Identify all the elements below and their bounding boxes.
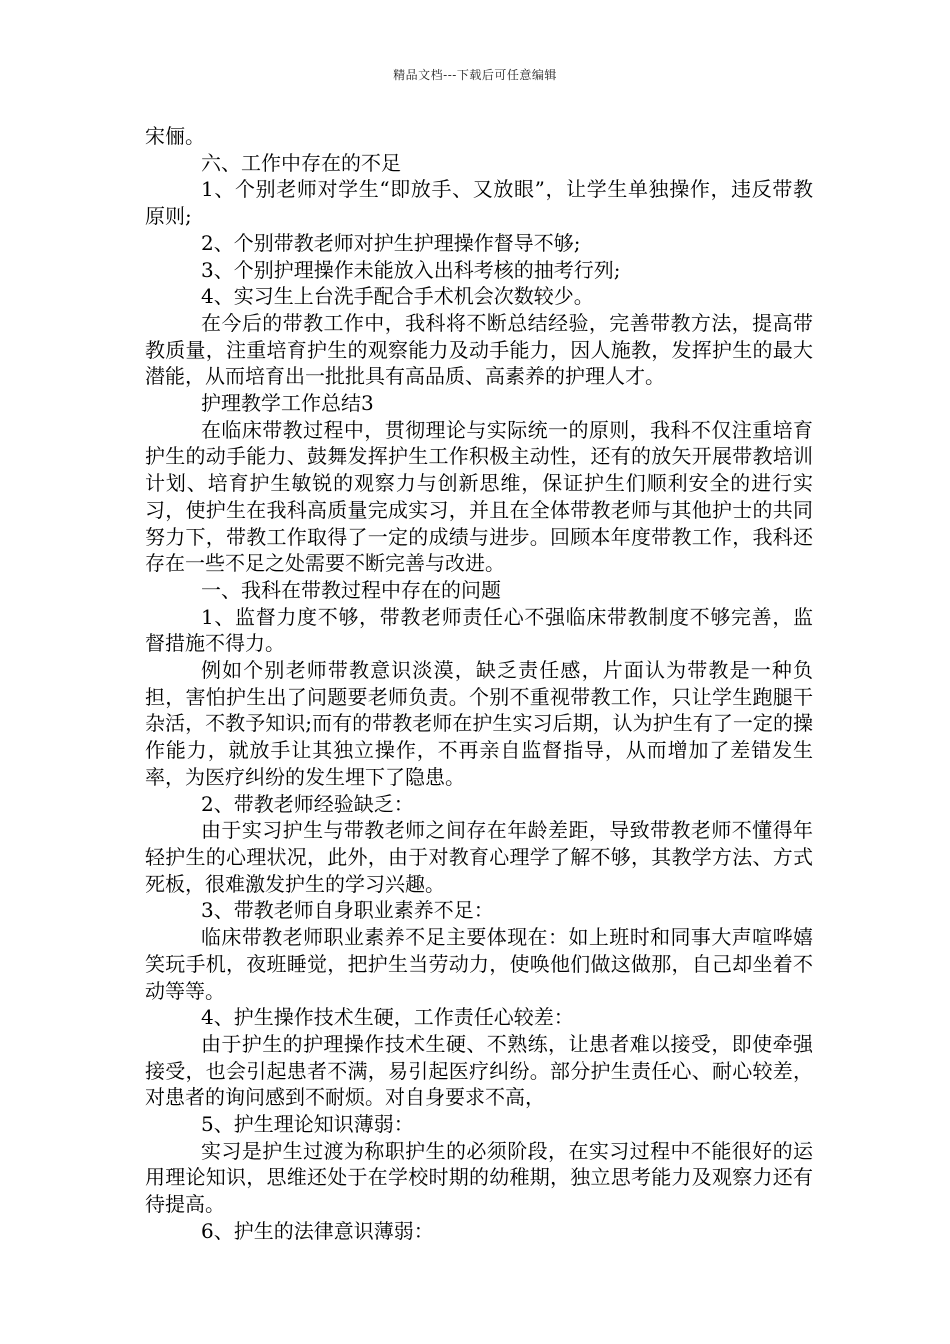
- paragraph: 3、个别护理操作未能放入出科考核的抽考行列;: [201, 257, 621, 282]
- paragraph: 1、个别老师对学生“即放手、又放眼”，让学生单独操作，违反带教原则;: [145, 177, 813, 229]
- paragraph: 3、带教老师自身职业素养不足：: [201, 898, 494, 923]
- paragraph: 5、护生理论知识薄弱：: [201, 1112, 414, 1137]
- paragraph: 例如个别老师带教意识淡漠，缺乏责任感，片面认为带教是一种负担，害怕护生出了问题要老师负责。个别不重视带教工作，只让学生跑腿干杂活，不教予知识;而有的带教老师在护生实习后期，认为护生有了一定的操作能力，就放手让其独立操作，不再亲自监督指导，从而增加了差错发生率，为医疗纠纷的发生埋下了隐患。: [145, 658, 813, 789]
- paragraph: 2、带教老师经验缺乏：: [201, 791, 414, 816]
- paragraph: 6、护生的法律意识薄弱：: [201, 1218, 434, 1243]
- paragraph: 宋俪。: [145, 124, 205, 148]
- paragraph: 由于实习护生与带教老师之间存在年龄差距，导致带教老师不懂得年轻护生的心理状况，此外，由于对教育心理学了解不够，其教学方法、方式死板，很难激发护生的学习兴趣。: [145, 818, 813, 896]
- paragraph: 在临床带教过程中，贯彻理论与实际统一的原则，我科不仅注重培育护生的动手能力、鼓舞发挥护生工作积极主动性，还有的放矢开展带教培训计划、培育护生敏锐的观察力与创新思维，保证护生们顺利安全的进行实习，使护生在我科高质量完成实习，并且在全体带教老师与其他护士的共同努力下，带教工作取得了一定的成绩与进步。回顾本年度带教工作，我科还存在一些不足之处需要不断完善与改进。: [145, 417, 813, 576]
- paragraph: 4、护生操作技术生硬，工作责任心较差：: [201, 1005, 574, 1030]
- paragraph: 由于护生的护理操作技术生硬、不熟练，让患者难以接受，即使牵强接受，也会引起患者不满，易引起医疗纠纷。部分护生责任心、耐心较差，对患者的询问感到不耐烦。对自身要求不高，: [145, 1031, 813, 1110]
- paragraph: 2、个别带教老师对护生护理操作督导不够;: [201, 230, 581, 255]
- paragraph: 临床带教老师职业素养不足主要体现在：如上班时和同事大声喧哗嬉笑玩手机，夜班睡觉，把护生当劳动力，使唤他们做这做那，自己却坐着不动等等。: [145, 925, 813, 1003]
- page-header: 精品文档---下载后可任意编辑: [393, 68, 557, 82]
- document-body: [145, 123, 813, 1245]
- paragraph: 实习是护生过渡为称职护生的必须阶段，在实习过程中不能很好的运用理论知识，思维还处于在学校时期的幼稚期，独立思考能力及观察力还有待提高。: [145, 1138, 813, 1217]
- paragraph: 1、监督力度不够，带教老师责任心不强临床带教制度不够完善，监督措施不得力。: [145, 604, 813, 656]
- paragraph: 4、实习生上台洗手配合手术机会次数较少。: [201, 284, 594, 309]
- paragraph: 一、我科在带教过程中存在的问题: [201, 577, 501, 602]
- paragraph: 护理教学工作总结3: [201, 391, 374, 416]
- paragraph: 在今后的带教工作中，我科将不断总结经验，完善带教方法，提高带教质量，注重培育护生的观察能力及动手能力，因人施教，发挥护生的最大潜能，从而培育出一批批具有高品质、高素养的护理人才。: [145, 310, 813, 389]
- paragraph: 六、工作中存在的不足: [201, 150, 401, 175]
